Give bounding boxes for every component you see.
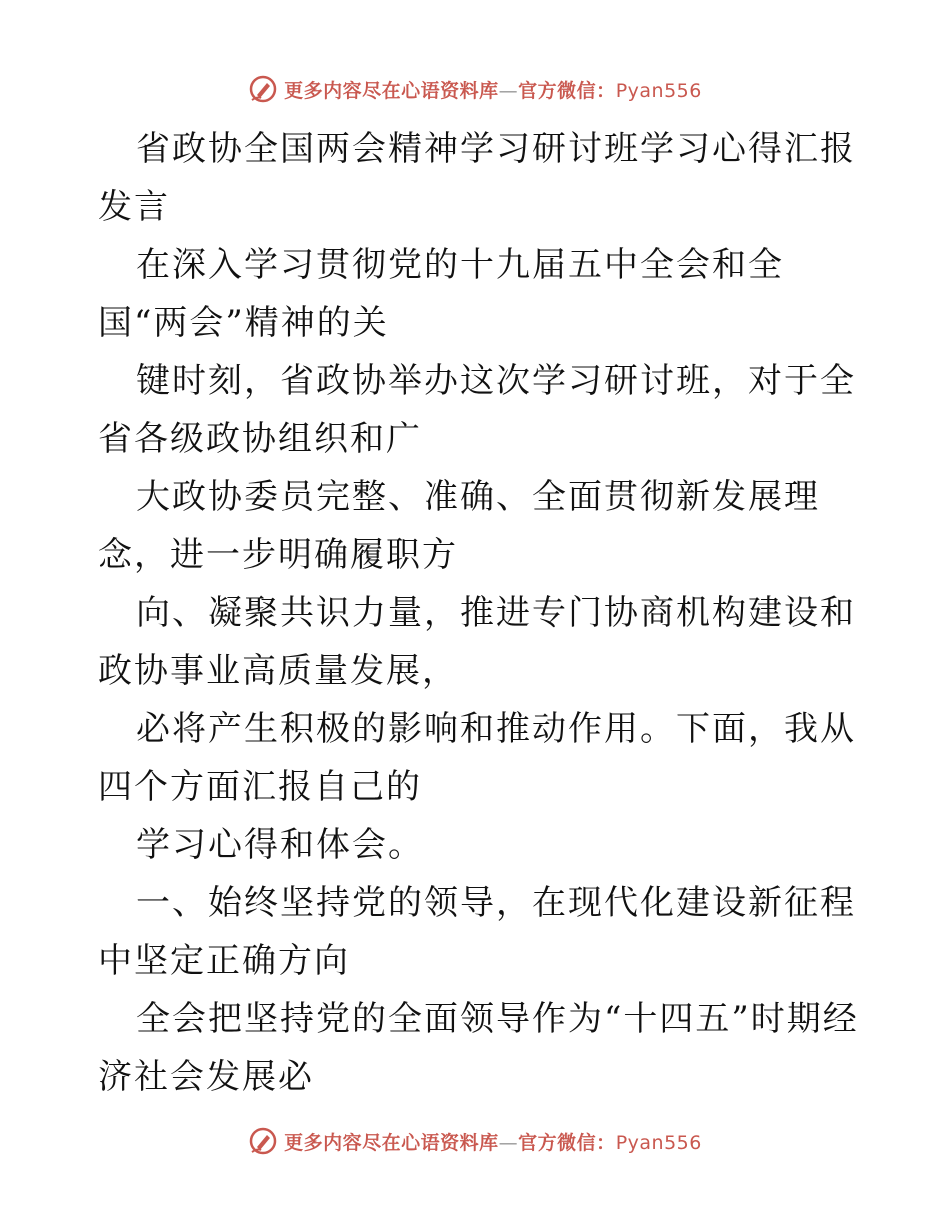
document-title: 省政协全国两会精神学习研讨班学习心得汇报发言 xyxy=(98,129,856,227)
watermark-label: 官方微信： xyxy=(518,79,616,102)
watermark-site: 更多内容尽在心语资料库 xyxy=(284,79,499,102)
watermark-site: 更多内容尽在心语资料库 xyxy=(284,1131,499,1154)
watermark-account: Pyan556 xyxy=(615,1131,702,1154)
paragraph-line: 全会把坚持党的全面领导作为“十四五”时期经济社会发展必 xyxy=(98,999,859,1097)
paragraph-line: 大政协委员完整、准确、全面贯彻新发展理念，进一步明确履职方 xyxy=(98,477,820,575)
footer-watermark xyxy=(0,1124,950,1158)
paragraph-line: 学习心得和体会。 xyxy=(136,825,424,865)
paragraph-line: 必将产生积极的影响和推动作用。下面，我从四个方面汇报自己的 xyxy=(98,709,856,807)
watermark-account: Pyan556 xyxy=(615,79,702,102)
header-watermark xyxy=(0,72,950,106)
paragraph-line: 键时刻，省政协举办这次学习研讨班，对于全省各级政协组织和广 xyxy=(98,361,856,459)
watermark-text xyxy=(284,76,702,103)
pen-logo-icon xyxy=(248,74,278,104)
watermark-dash: — xyxy=(498,1131,519,1154)
watermark-text xyxy=(284,1128,702,1155)
watermark-label: 官方微信： xyxy=(518,1131,616,1154)
paragraph-line: 向、凝聚共识力量，推进专门协商机构建设和政协事业高质量发展， xyxy=(98,593,856,691)
paragraph-line: 在深入学习贯彻党的十九届五中全会和全国“两会”精神的关 xyxy=(98,245,784,343)
document-body xyxy=(98,120,868,1106)
pen-logo-icon xyxy=(248,1126,278,1156)
section-heading: 一、始终坚持党的领导，在现代化建设新征程中坚定正确方向 xyxy=(98,883,856,981)
watermark-dash: — xyxy=(498,79,519,102)
